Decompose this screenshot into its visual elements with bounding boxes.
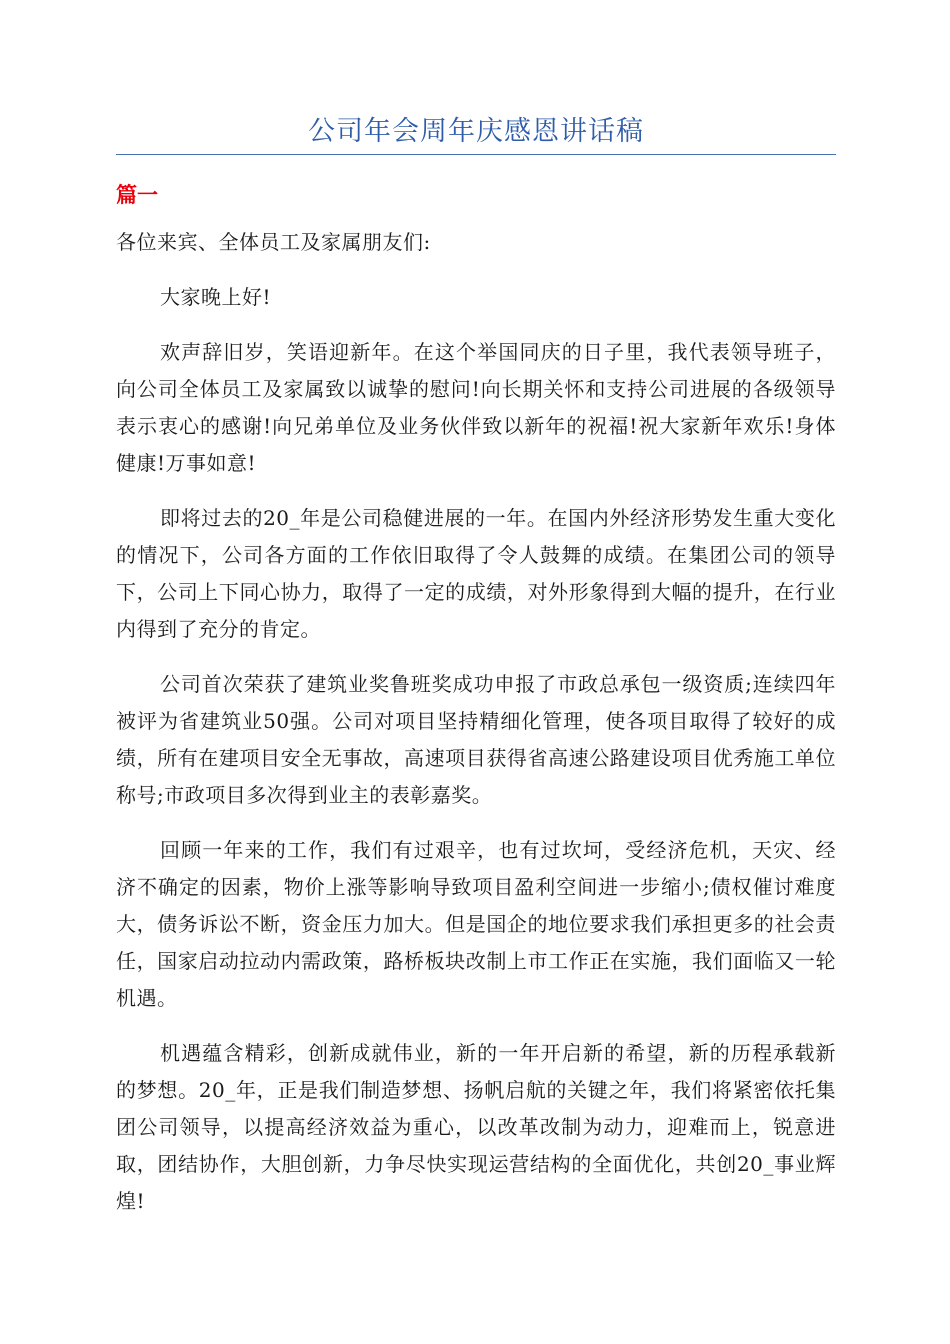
document-body	[116, 224, 836, 1238]
salutation: 各位来宾、全体员工及家属朋友们:	[116, 230, 431, 254]
greeting: 大家晚上好!	[160, 285, 272, 309]
document-title: 公司年会周年庆感恩讲话稿	[308, 116, 644, 147]
paragraph-5: 机遇蕴含精彩，创新成就伟业，新的一年开启新的希望，新的历程承载新的梦想。20_年，正是我们制造梦想、扬帆启航的关键之年，我们将紧密依托集团公司领导，以提高经济效益为重心，以改革改制为动力，迎难而上，锐意进取，团结协作，大胆创新，力争尽快实现运营结构的全面优化，共创20_事业辉煌!	[116, 1041, 836, 1213]
paragraph-4: 回顾一年来的工作，我们有过艰辛，也有过坎坷，受经济危机，天灾、经济不确定的因素，物价上涨等影响导致项目盈利空间进一步缩小;债权催讨难度大，债务诉讼不断，资金压力加大。但是国企的地位要求我们承担更多的社会责任，国家启动拉动内需政策，路桥板块改制上市工作正在实施，我们面临又一轮机遇。	[116, 838, 836, 1010]
paragraph-2: 即将过去的20_年是公司稳健进展的一年。在国内外经济形势发生重大变化的情况下，公司各方面的工作依旧取得了令人鼓舞的成绩。在集团公司的领导下，公司上下同心协力，取得了一定的成绩，对外形象得到大幅的提升，在行业内得到了充分的肯定。	[116, 506, 836, 641]
paragraph-3: 公司首次荣获了建筑业奖鲁班奖成功申报了市政总承包一级资质;连续四年被评为省建筑业50强。公司对项目坚持精细化管理，使各项目取得了较好的成绩，所有在建项目安全无事故，高速项目获得省高速公路建设项目优秀施工单位称号;市政项目多次得到业主的表彰嘉奖。	[116, 672, 836, 807]
document-page	[116, 0, 836, 1344]
paragraph-1: 欢声辞旧岁，笑语迎新年。在这个举国同庆的日子里，我代表领导班子，向公司全体员工及家属致以诚挚的慰问!向长期关怀和支持公司进展的各级领导表示衷心的感谢!向兄弟单位及业务伙伴致以新年的祝福!祝大家新年欢乐!身体健康!万事如意!	[116, 340, 836, 475]
title-underline	[116, 154, 836, 155]
section-heading: 篇一	[116, 183, 158, 207]
